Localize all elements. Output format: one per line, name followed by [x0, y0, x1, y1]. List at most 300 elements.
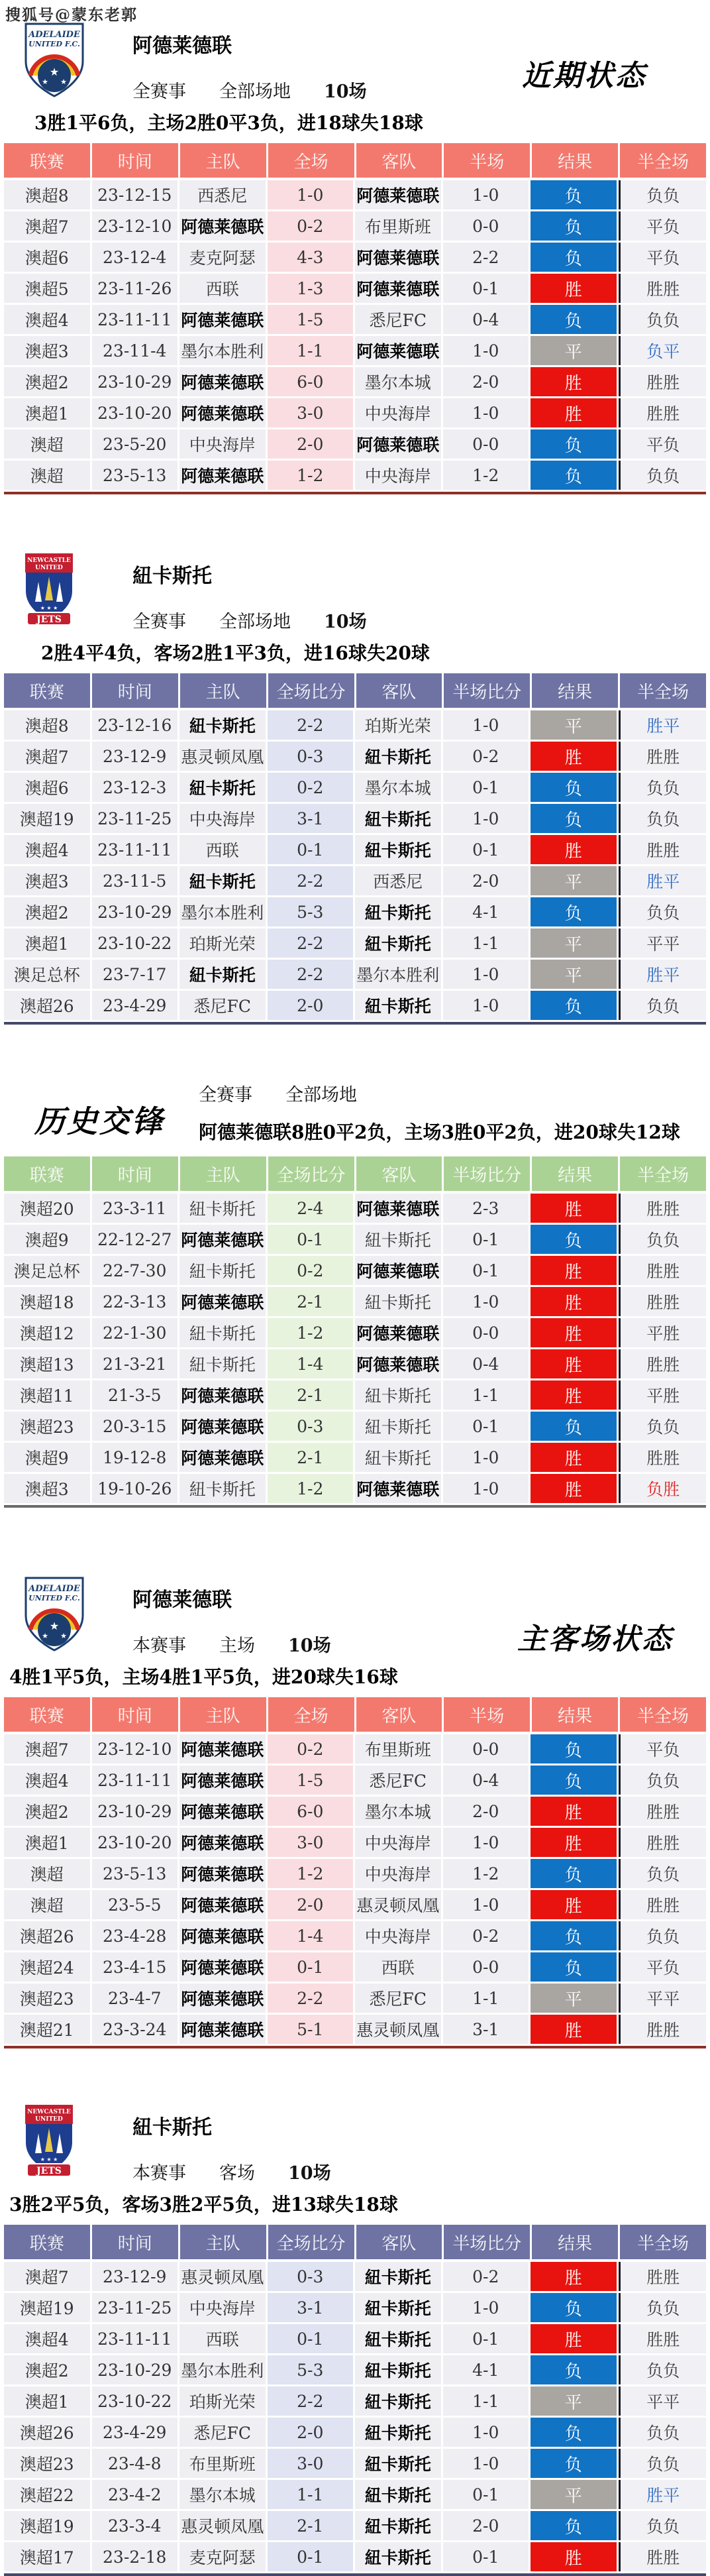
away-team-cell: 中央海岸	[355, 1921, 441, 1950]
league-cell: 澳超20	[4, 1194, 90, 1223]
away-team-cell: 阿德莱德联	[355, 336, 441, 365]
halftime-score-cell: 1-0	[443, 1287, 529, 1316]
half-full-cell: 平平	[619, 2386, 707, 2416]
match-row	[4, 1474, 706, 1503]
half-full-cell: 胜胜	[619, 835, 707, 864]
match-row	[4, 2015, 706, 2044]
fulltime-score-cell: 2-0	[268, 991, 354, 1020]
column-header: 结果	[532, 2225, 618, 2259]
half-full-cell: 胜胜	[619, 2015, 707, 2044]
league-cell: 澳超4	[4, 1765, 90, 1795]
column-header: 主队	[180, 673, 266, 708]
match-row	[4, 1765, 706, 1795]
half-full-cell: 平平	[619, 928, 707, 958]
home-team-cell: 墨尔本胜利	[179, 336, 266, 365]
home-team-cell: 紐卡斯托	[179, 1349, 266, 1378]
filter-venue: 主场	[219, 1636, 255, 1656]
filter-venue: 全部场地	[219, 82, 291, 102]
away-team-cell: 紐卡斯托	[355, 804, 441, 833]
home-team-cell: 惠灵顿凤凰	[179, 742, 266, 771]
halftime-score-cell: 0-1	[443, 2324, 529, 2353]
league-cell: 澳超7	[4, 2262, 90, 2291]
league-cell: 澳超8	[4, 710, 90, 740]
half-full-cell: 负负	[619, 804, 707, 833]
league-cell: 澳超1	[4, 928, 90, 958]
match-row	[4, 1859, 706, 1888]
home-team-cell: 阿德莱德联	[179, 1734, 266, 1764]
fulltime-score-cell: 3-1	[268, 2293, 354, 2322]
fulltime-score-cell: 2-4	[268, 1194, 354, 1223]
section-title-recent-form: 近期状态	[522, 59, 646, 93]
halftime-score-cell: 1-1	[443, 1380, 529, 1410]
date-cell: 22-3-13	[92, 1287, 178, 1316]
halftime-score-cell: 3-1	[443, 2015, 529, 2044]
result-badge: 负	[531, 305, 617, 334]
halftime-score-cell: 0-2	[443, 742, 529, 771]
halftime-score-cell: 0-1	[443, 2542, 529, 2571]
halftime-score-cell: 1-0	[443, 991, 529, 1020]
match-row	[4, 243, 706, 272]
svg-text:★: ★	[49, 66, 60, 78]
halftime-score-cell: 0-0	[443, 429, 529, 459]
fulltime-score-cell: 5-3	[268, 2355, 354, 2384]
match-row	[4, 1318, 706, 1347]
result-badge: 胜	[531, 2324, 617, 2353]
head-to-head-summary: 阿德莱德联8胜0平2负，主场3胜0平2负，进20球失12球	[199, 1121, 680, 1143]
league-cell: 澳超4	[4, 305, 90, 334]
match-row	[4, 1797, 706, 1826]
section-title-home-away-form: 主客场状态	[517, 1622, 673, 1656]
halftime-score-cell: 4-1	[443, 897, 529, 926]
match-row	[4, 1349, 706, 1378]
watermark-text: 搜狐号@蒙东老郭	[5, 6, 138, 24]
column-header: 客队	[356, 1697, 442, 1732]
column-header: 联赛	[4, 673, 90, 708]
half-full-cell: 负平	[619, 336, 707, 365]
filter-competition: 本赛事	[132, 1636, 186, 1656]
away-team-cell: 中央海岸	[355, 1859, 441, 1888]
match-row	[4, 991, 706, 1020]
filter-competition: 全赛事	[132, 612, 186, 632]
away-team-cell: 紐卡斯托	[355, 2324, 441, 2353]
date-cell: 23-4-7	[92, 1984, 178, 2013]
league-cell: 澳超19	[4, 804, 90, 833]
match-row	[4, 211, 706, 241]
home-team-cell: 珀斯光荣	[179, 2386, 266, 2416]
column-header: 全场	[268, 1697, 354, 1732]
date-cell: 23-10-20	[92, 398, 178, 427]
fulltime-score-cell: 0-1	[268, 1952, 354, 1982]
adelaide-recent-table	[4, 143, 706, 494]
result-badge: 胜	[531, 1256, 617, 1285]
head-to-head-table	[4, 1156, 706, 1508]
away-team-cell: 悉尼FC	[355, 305, 441, 334]
away-team-cell: 紐卡斯托	[355, 2449, 441, 2478]
match-row	[4, 2480, 706, 2509]
match-row	[4, 1256, 706, 1285]
column-header: 结果	[532, 1697, 618, 1732]
fulltime-score-cell: 2-2	[268, 866, 354, 895]
half-full-cell: 平负	[619, 429, 707, 459]
home-team-cell: 中央海岸	[179, 2293, 266, 2322]
result-badge: 胜	[531, 1474, 617, 1503]
column-header: 主队	[180, 2225, 266, 2259]
league-cell: 澳超2	[4, 367, 90, 396]
newcastle-jets-crest-logo	[23, 2103, 76, 2184]
column-header: 客队	[356, 2225, 442, 2259]
column-header: 时间	[92, 2225, 178, 2259]
half-full-cell: 负负	[619, 2418, 707, 2447]
section-newcastle-away	[0, 2104, 710, 2576]
half-full-cell: 胜胜	[619, 1349, 707, 1378]
form-summary: 3胜2平5负，客场3胜2平5负，进13球失18球	[9, 2194, 398, 2215]
match-row	[4, 1984, 706, 2013]
svg-text:UNITED F.C.: UNITED F.C.	[28, 1594, 80, 1602]
halftime-score-cell: 1-0	[443, 180, 529, 209]
column-header: 时间	[92, 143, 178, 178]
fulltime-score-cell: 1-3	[268, 274, 354, 303]
league-cell: 澳超9	[4, 1443, 90, 1472]
result-badge: 负	[531, 804, 617, 833]
date-cell: 23-3-11	[92, 1194, 178, 1223]
half-full-cell: 负负	[619, 897, 707, 926]
league-cell: 澳超26	[4, 1921, 90, 1950]
fulltime-score-cell: 2-1	[268, 1443, 354, 1472]
half-full-cell: 胜胜	[619, 398, 707, 427]
league-cell: 澳超2	[4, 1797, 90, 1826]
halftime-score-cell: 4-1	[443, 2355, 529, 2384]
halftime-score-cell: 1-0	[443, 1828, 529, 1857]
away-team-cell: 墨尔本城	[355, 773, 441, 802]
svg-text:★ ★ ★: ★ ★ ★	[40, 2156, 58, 2162]
half-full-cell: 胜胜	[619, 1194, 707, 1223]
match-row	[4, 1921, 706, 1950]
half-full-cell: 胜平	[619, 960, 707, 989]
column-header: 半全场	[620, 1697, 706, 1732]
match-row	[4, 2386, 706, 2416]
svg-text:ADELAIDE: ADELAIDE	[28, 1584, 80, 1594]
match-row	[4, 429, 706, 459]
match-row	[4, 1412, 706, 1441]
home-team-cell: 悉尼FC	[179, 991, 266, 1020]
column-header: 结果	[532, 1156, 618, 1191]
svg-text:★: ★	[42, 78, 48, 86]
date-cell: 23-4-29	[92, 2418, 178, 2447]
half-full-cell: 胜胜	[619, 1828, 707, 1857]
result-badge: 负	[531, 1952, 617, 1982]
halftime-score-cell: 2-2	[443, 243, 529, 272]
home-team-cell: 阿德莱德联	[179, 1765, 266, 1795]
result-badge: 胜	[531, 2542, 617, 2571]
date-cell: 23-10-29	[92, 367, 178, 396]
home-team-cell: 阿德莱德联	[179, 1443, 266, 1472]
away-team-cell: 阿德莱德联	[355, 274, 441, 303]
result-badge: 平	[531, 2386, 617, 2416]
home-team-cell: 阿德莱德联	[179, 1225, 266, 1254]
league-cell: 澳超3	[4, 336, 90, 365]
halftime-score-cell: 0-0	[443, 1952, 529, 1982]
away-team-cell: 紐卡斯托	[355, 835, 441, 864]
league-cell: 澳超19	[4, 2511, 90, 2540]
home-team-cell: 布里斯班	[179, 2449, 266, 2478]
date-cell: 19-10-26	[92, 1474, 178, 1503]
fulltime-score-cell: 2-2	[268, 928, 354, 958]
away-team-cell: 中央海岸	[355, 1828, 441, 1857]
result-badge: 平	[531, 866, 617, 895]
halftime-score-cell: 0-2	[443, 1921, 529, 1950]
svg-text:★ ★ ★: ★ ★ ★	[40, 605, 58, 611]
svg-text:UNITED: UNITED	[35, 2116, 63, 2123]
column-header: 联赛	[4, 1156, 90, 1191]
filter-competition: 全赛事	[199, 1085, 252, 1105]
team-title: 紐卡斯托	[132, 2116, 212, 2139]
halftime-score-cell: 1-2	[443, 1859, 529, 1888]
fulltime-score-cell: 0-2	[268, 1734, 354, 1764]
fulltime-score-cell: 2-0	[268, 2418, 354, 2447]
home-team-cell: 阿德莱德联	[179, 1380, 266, 1410]
column-header: 半场比分	[444, 2225, 530, 2259]
halftime-score-cell: 0-0	[443, 1318, 529, 1347]
fulltime-score-cell: 2-2	[268, 2386, 354, 2416]
match-row	[4, 1890, 706, 1919]
newcastle-jets-crest-logo	[23, 551, 76, 632]
match-row	[4, 398, 706, 427]
result-badge: 胜	[531, 367, 617, 396]
league-cell: 澳超5	[4, 274, 90, 303]
half-full-cell: 平负	[619, 211, 707, 241]
newcastle-recent-table	[4, 673, 706, 1025]
adelaide-home-table	[4, 1697, 706, 2048]
fulltime-score-cell: 2-1	[268, 1380, 354, 1410]
away-team-cell: 紐卡斯托	[355, 1412, 441, 1441]
filter-venue: 客场	[219, 2163, 255, 2184]
fulltime-score-cell: 1-5	[268, 1765, 354, 1795]
section-adelaide-home	[0, 1577, 710, 2048]
half-full-cell: 负负	[619, 2449, 707, 2478]
svg-text:UNITED: UNITED	[35, 565, 63, 571]
fulltime-score-cell: 1-2	[268, 461, 354, 490]
home-team-cell: 墨尔本胜利	[179, 2355, 266, 2384]
halftime-score-cell: 2-0	[443, 367, 529, 396]
match-row	[4, 1952, 706, 1982]
column-header: 半全场	[620, 2225, 706, 2259]
match-count: 10场	[288, 2163, 331, 2184]
league-cell: 澳超1	[4, 1828, 90, 1857]
away-team-cell: 紐卡斯托	[355, 2418, 441, 2447]
fulltime-score-cell: 1-4	[268, 1921, 354, 1950]
league-cell: 澳超1	[4, 398, 90, 427]
half-full-cell: 负负	[619, 1859, 707, 1888]
away-team-cell: 紐卡斯托	[355, 2511, 441, 2540]
home-team-cell: 阿德莱德联	[179, 1797, 266, 1826]
league-cell: 澳超3	[4, 866, 90, 895]
halftime-score-cell: 1-0	[443, 2449, 529, 2478]
away-team-cell: 阿德莱德联	[355, 1474, 441, 1503]
away-team-cell: 阿德莱德联	[355, 1256, 441, 1285]
date-cell: 23-12-16	[92, 710, 178, 740]
home-team-cell: 西悉尼	[179, 180, 266, 209]
column-header: 半场比分	[444, 1156, 530, 1191]
half-full-cell: 负负	[619, 2293, 707, 2322]
match-row	[4, 2542, 706, 2571]
league-cell: 澳超	[4, 1859, 90, 1888]
date-cell: 23-12-4	[92, 243, 178, 272]
halftime-score-cell: 1-0	[443, 1474, 529, 1503]
fulltime-score-cell: 2-1	[268, 1287, 354, 1316]
match-row	[4, 773, 706, 802]
half-full-cell: 负胜	[619, 1474, 707, 1503]
result-badge: 胜	[531, 2015, 617, 2044]
result-badge: 平	[531, 1984, 617, 2013]
fulltime-score-cell: 1-1	[268, 2480, 354, 2509]
result-badge: 负	[531, 1765, 617, 1795]
match-row	[4, 367, 706, 396]
date-cell: 23-10-20	[92, 1828, 178, 1857]
away-team-cell: 惠灵顿凤凰	[355, 2015, 441, 2044]
date-cell: 21-3-21	[92, 1349, 178, 1378]
fulltime-score-cell: 2-2	[268, 960, 354, 989]
date-cell: 23-5-20	[92, 429, 178, 459]
league-cell: 澳超7	[4, 742, 90, 771]
match-row	[4, 710, 706, 740]
column-header: 半全场	[620, 673, 706, 708]
match-row	[4, 461, 706, 490]
league-cell: 澳超23	[4, 2449, 90, 2478]
match-count: 10场	[324, 612, 367, 632]
table-header-row	[4, 2225, 706, 2259]
home-team-cell: 阿德莱德联	[179, 1890, 266, 1919]
fulltime-score-cell: 2-1	[268, 2511, 354, 2540]
home-team-cell: 阿德莱德联	[179, 1412, 266, 1441]
result-badge: 负	[531, 180, 617, 209]
date-cell: 23-4-15	[92, 1952, 178, 1982]
home-team-cell: 阿德莱德联	[179, 1828, 266, 1857]
column-header: 时间	[92, 1156, 178, 1191]
match-count: 10场	[324, 82, 367, 102]
halftime-score-cell: 1-0	[443, 960, 529, 989]
half-full-cell: 平胜	[619, 1318, 707, 1347]
away-team-cell: 紐卡斯托	[355, 897, 441, 926]
league-cell: 澳超9	[4, 1225, 90, 1254]
away-team-cell: 墨尔本城	[355, 1797, 441, 1826]
match-row	[4, 1828, 706, 1857]
match-row	[4, 2324, 706, 2353]
date-cell: 23-4-29	[92, 991, 178, 1020]
league-cell: 澳超22	[4, 2480, 90, 2509]
away-team-cell: 紐卡斯托	[355, 1225, 441, 1254]
result-badge: 胜	[531, 2262, 617, 2291]
away-team-cell: 紐卡斯托	[355, 1380, 441, 1410]
halftime-score-cell: 0-0	[443, 1734, 529, 1764]
half-full-cell: 胜胜	[619, 2324, 707, 2353]
fulltime-score-cell: 2-2	[268, 710, 354, 740]
result-badge: 胜	[531, 1797, 617, 1826]
fulltime-score-cell: 0-1	[268, 2324, 354, 2353]
away-team-cell: 中央海岸	[355, 398, 441, 427]
halftime-score-cell: 1-0	[443, 1890, 529, 1919]
fulltime-score-cell: 0-1	[268, 835, 354, 864]
league-cell: 澳超8	[4, 180, 90, 209]
league-cell: 澳足总杯	[4, 960, 90, 989]
result-badge: 负	[531, 1734, 617, 1764]
half-full-cell: 负负	[619, 1412, 707, 1441]
date-cell: 23-12-9	[92, 742, 178, 771]
result-badge: 负	[531, 211, 617, 241]
date-cell: 23-10-29	[92, 1797, 178, 1826]
column-header: 联赛	[4, 143, 90, 178]
date-cell: 23-10-29	[92, 897, 178, 926]
halftime-score-cell: 0-4	[443, 1765, 529, 1795]
match-row	[4, 1380, 706, 1410]
column-header: 主队	[180, 1156, 266, 1191]
form-summary: 2胜4平4负，客场2胜1平3负，进16球失20球	[41, 642, 430, 664]
halftime-score-cell: 1-1	[443, 2386, 529, 2416]
away-team-cell: 紐卡斯托	[355, 991, 441, 1020]
match-row	[4, 928, 706, 958]
date-cell: 23-5-13	[92, 461, 178, 490]
half-full-cell: 平负	[619, 1952, 707, 1982]
result-badge: 胜	[531, 1194, 617, 1223]
date-cell: 21-3-5	[92, 1380, 178, 1410]
fulltime-score-cell: 0-3	[268, 1412, 354, 1441]
match-row	[4, 180, 706, 209]
home-team-cell: 西联	[179, 274, 266, 303]
section-title-head-to-head: 历史交锋	[34, 1103, 164, 1139]
result-badge: 负	[531, 243, 617, 272]
svg-text:★: ★	[60, 1632, 67, 1640]
fulltime-score-cell: 0-1	[268, 1225, 354, 1254]
column-header: 客队	[356, 673, 442, 708]
svg-text:NEWCASTLE: NEWCASTLE	[27, 557, 71, 564]
league-cell: 澳超23	[4, 1412, 90, 1441]
home-team-cell: 麦克阿瑟	[179, 2542, 266, 2571]
half-full-cell: 胜平	[619, 710, 707, 740]
halftime-score-cell: 0-1	[443, 1225, 529, 1254]
home-team-cell: 中央海岸	[179, 429, 266, 459]
league-cell: 澳超4	[4, 835, 90, 864]
result-badge: 负	[531, 2449, 617, 2478]
table-header-row	[4, 1156, 706, 1191]
date-cell: 23-11-25	[92, 2293, 178, 2322]
half-full-cell: 平平	[619, 1984, 707, 2013]
halftime-score-cell: 1-2	[443, 461, 529, 490]
home-team-cell: 阿德莱德联	[179, 1287, 266, 1316]
league-cell: 澳超2	[4, 2355, 90, 2384]
league-cell: 澳超2	[4, 897, 90, 926]
date-cell: 23-11-11	[92, 835, 178, 864]
result-badge: 胜	[531, 742, 617, 771]
match-row	[4, 1225, 706, 1254]
result-badge: 胜	[531, 398, 617, 427]
home-team-cell: 紐卡斯托	[179, 1194, 266, 1223]
fulltime-score-cell: 1-1	[268, 336, 354, 365]
halftime-score-cell: 0-2	[443, 2262, 529, 2291]
filter-competition: 本赛事	[132, 2163, 186, 2184]
half-full-cell: 平负	[619, 243, 707, 272]
svg-text:JETS: JETS	[36, 614, 62, 625]
match-row	[4, 2449, 706, 2478]
match-row	[4, 2511, 706, 2540]
fulltime-score-cell: 3-0	[268, 398, 354, 427]
halftime-score-cell: 0-4	[443, 1349, 529, 1378]
date-cell: 23-11-5	[92, 866, 178, 895]
away-team-cell: 紐卡斯托	[355, 1287, 441, 1316]
home-team-cell: 紐卡斯托	[179, 1474, 266, 1503]
half-full-cell: 负负	[619, 180, 707, 209]
half-full-cell: 负负	[619, 1765, 707, 1795]
half-full-cell: 负负	[619, 1225, 707, 1254]
date-cell: 22-1-30	[92, 1318, 178, 1347]
